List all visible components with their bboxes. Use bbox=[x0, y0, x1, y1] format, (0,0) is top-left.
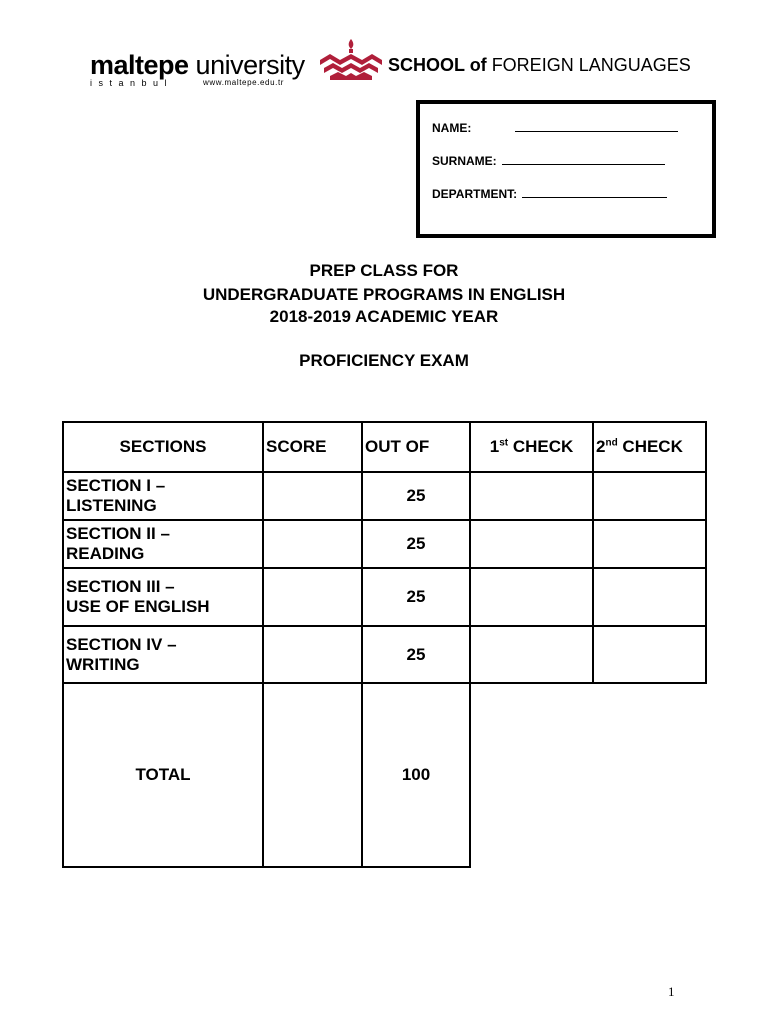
logo-brand-light: university bbox=[188, 50, 305, 80]
table-row bbox=[63, 626, 706, 683]
table-header-row bbox=[63, 422, 706, 472]
school-title-of: of bbox=[464, 55, 487, 75]
first-check-cell[interactable] bbox=[470, 568, 593, 626]
school-title bbox=[388, 54, 691, 76]
out-of-cell: 25 bbox=[362, 568, 470, 626]
first-check-cell[interactable] bbox=[470, 626, 593, 683]
header-sections: SECTIONS bbox=[63, 422, 263, 472]
section-name-line2: READING bbox=[66, 544, 145, 563]
header-out-of: OUT OF bbox=[362, 422, 470, 472]
second-check-cell[interactable] bbox=[593, 520, 706, 568]
section-name bbox=[63, 520, 263, 568]
department-blank[interactable] bbox=[522, 186, 667, 198]
section-name-line1: SECTION IV – bbox=[66, 634, 177, 654]
table-row bbox=[63, 568, 706, 626]
out-of-cell: 25 bbox=[362, 520, 470, 568]
name-label: NAME: bbox=[432, 121, 472, 135]
section-name bbox=[63, 472, 263, 520]
maltepe-university-logo bbox=[90, 50, 312, 90]
page-number: 1 bbox=[668, 984, 675, 999]
school-title-rest: FOREIGN LANGUAGES bbox=[486, 55, 691, 75]
second-check-cell[interactable] bbox=[593, 568, 706, 626]
logo-city: istanbul bbox=[90, 78, 174, 88]
name-row bbox=[432, 120, 678, 135]
table-row bbox=[63, 520, 706, 568]
first-check-sup: st bbox=[499, 437, 509, 449]
score-table bbox=[62, 421, 707, 868]
exam-title: PROFICIENCY EXAM bbox=[299, 351, 469, 370]
table-total-row bbox=[63, 683, 706, 867]
section-name-line2: LISTENING bbox=[66, 496, 157, 515]
second-check-sup: nd bbox=[605, 437, 618, 449]
table-row bbox=[63, 472, 706, 520]
logo-url: www.maltepe.edu.tr bbox=[203, 78, 285, 87]
section-name-line2: WRITING bbox=[66, 654, 140, 674]
surname-row bbox=[432, 153, 665, 168]
school-emblem-icon bbox=[318, 36, 384, 84]
heading-line-2: UNDERGRADUATE PROGRAMS IN ENGLISH bbox=[202, 285, 566, 304]
out-of-cell: 25 bbox=[362, 626, 470, 683]
section-name-line1: SECTION II – bbox=[66, 524, 170, 543]
emblem-year: 1997 bbox=[346, 79, 356, 84]
section-name-line1: SECTION I – bbox=[66, 476, 166, 495]
logo-brand-bold: maltepe bbox=[90, 50, 189, 80]
section-name-line2: USE OF ENGLISH bbox=[66, 597, 210, 616]
section-name-line1: SECTION III – bbox=[66, 577, 175, 596]
score-cell[interactable] bbox=[263, 472, 362, 520]
second-check-cell[interactable] bbox=[593, 626, 706, 683]
header-second-check bbox=[593, 422, 706, 472]
first-check-num: 1 bbox=[489, 437, 500, 456]
header-first-check bbox=[470, 422, 593, 472]
out-of-cell: 25 bbox=[362, 472, 470, 520]
heading-line-3: 2018-2019 ACADEMIC YEAR bbox=[269, 307, 499, 326]
second-check-num: 2 bbox=[596, 437, 606, 456]
department-row bbox=[432, 186, 667, 201]
heading-line-1: PREP CLASS FOR bbox=[309, 261, 459, 280]
score-cell[interactable] bbox=[263, 626, 362, 683]
first-check-label: CHECK bbox=[508, 437, 574, 456]
second-check-label: CHECK bbox=[617, 437, 683, 456]
header-score: SCORE bbox=[263, 422, 362, 472]
name-blank[interactable] bbox=[515, 120, 678, 132]
section-name bbox=[63, 568, 263, 626]
logo-wordmark bbox=[90, 50, 305, 80]
department-label: DEPARTMENT: bbox=[432, 187, 518, 201]
surname-label: SURNAME: bbox=[432, 154, 497, 168]
total-out-of: 100 bbox=[362, 683, 470, 867]
section-name bbox=[63, 626, 263, 683]
first-check-cell[interactable] bbox=[470, 520, 593, 568]
total-score-cell[interactable] bbox=[263, 683, 362, 867]
first-check-cell[interactable] bbox=[470, 472, 593, 520]
total-empty-area bbox=[470, 683, 706, 867]
surname-blank[interactable] bbox=[502, 153, 665, 165]
second-check-cell[interactable] bbox=[593, 472, 706, 520]
score-cell[interactable] bbox=[263, 568, 362, 626]
score-cell[interactable] bbox=[263, 520, 362, 568]
student-info-box bbox=[416, 100, 716, 238]
school-title-bold: SCHOOL bbox=[388, 55, 465, 75]
total-label: TOTAL bbox=[63, 683, 263, 867]
